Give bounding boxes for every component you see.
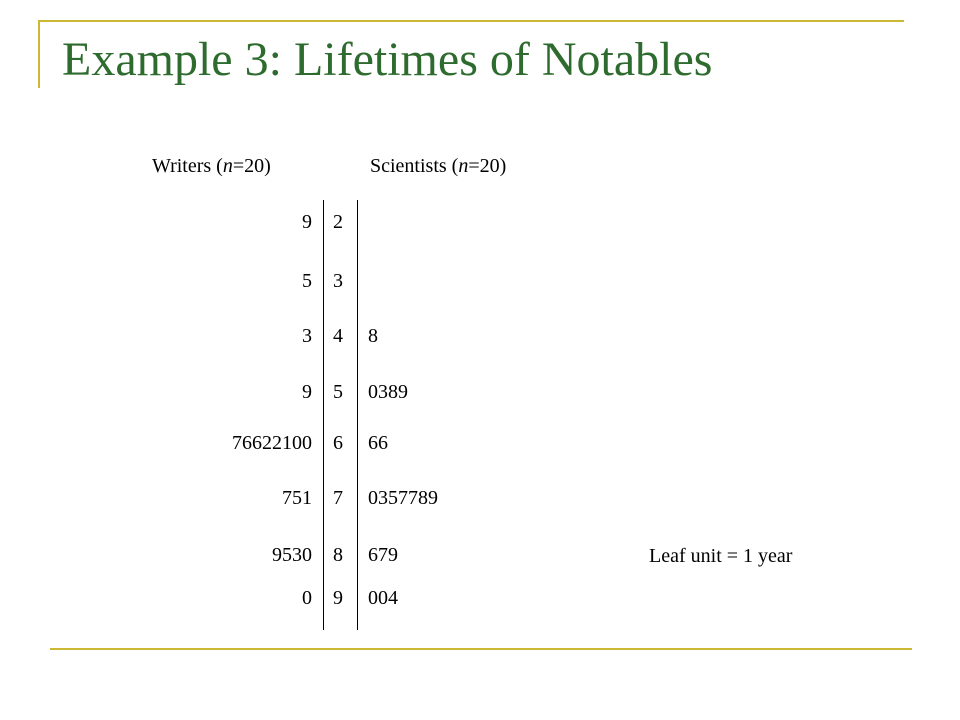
left-rule [38, 20, 40, 88]
slide-title: Example 3: Lifetimes of Notables [62, 33, 713, 86]
top-rule [38, 20, 904, 22]
scientists-leaf-row-7: 679 [368, 544, 398, 566]
scientists-header-n: n [458, 155, 469, 177]
writers-header-suffix: =20) [232, 155, 271, 177]
stem-scientists-divider [357, 200, 358, 630]
writers-leaf-row-4: 9 [302, 381, 312, 403]
writers-header-n: n [222, 155, 233, 177]
scientists-leaf-row-8: 004 [368, 587, 398, 609]
scientists-leaf-row-6: 0357789 [368, 487, 438, 509]
stem-row-3: 4 [333, 325, 343, 347]
scientists-header-prefix: Scientists ( [370, 155, 459, 177]
scientists-leaf-row-5: 66 [368, 432, 388, 454]
writers-header [152, 155, 271, 178]
writers-leaf-row-2: 5 [302, 270, 312, 292]
scientists-header [370, 155, 506, 178]
stem-row-2: 3 [333, 270, 343, 292]
scientists-leaf-row-3: 8 [368, 325, 378, 347]
leaf-unit-note: Leaf unit = 1 year [649, 545, 793, 567]
writers-header-prefix: Writers ( [152, 155, 223, 177]
writers-leaf-row-6: 751 [282, 487, 312, 509]
stem-row-8: 9 [333, 587, 343, 609]
scientists-leaf-row-4: 0389 [368, 381, 408, 403]
stem-row-1: 2 [333, 211, 343, 233]
writers-leaf-row-5: 76622100 [232, 432, 312, 454]
writers-leaf-row-1: 9 [302, 211, 312, 233]
stem-row-6: 7 [333, 487, 343, 509]
bottom-rule [50, 648, 912, 650]
stem-row-5: 6 [333, 432, 343, 454]
writers-leaf-row-8: 0 [302, 587, 312, 609]
stem-row-4: 5 [333, 381, 343, 403]
scientists-header-suffix: =20) [468, 155, 507, 177]
stem-row-7: 8 [333, 544, 343, 566]
writers-leaf-row-3: 3 [302, 325, 312, 347]
writers-leaf-row-7: 9530 [272, 544, 312, 566]
writers-stem-divider [323, 200, 324, 630]
